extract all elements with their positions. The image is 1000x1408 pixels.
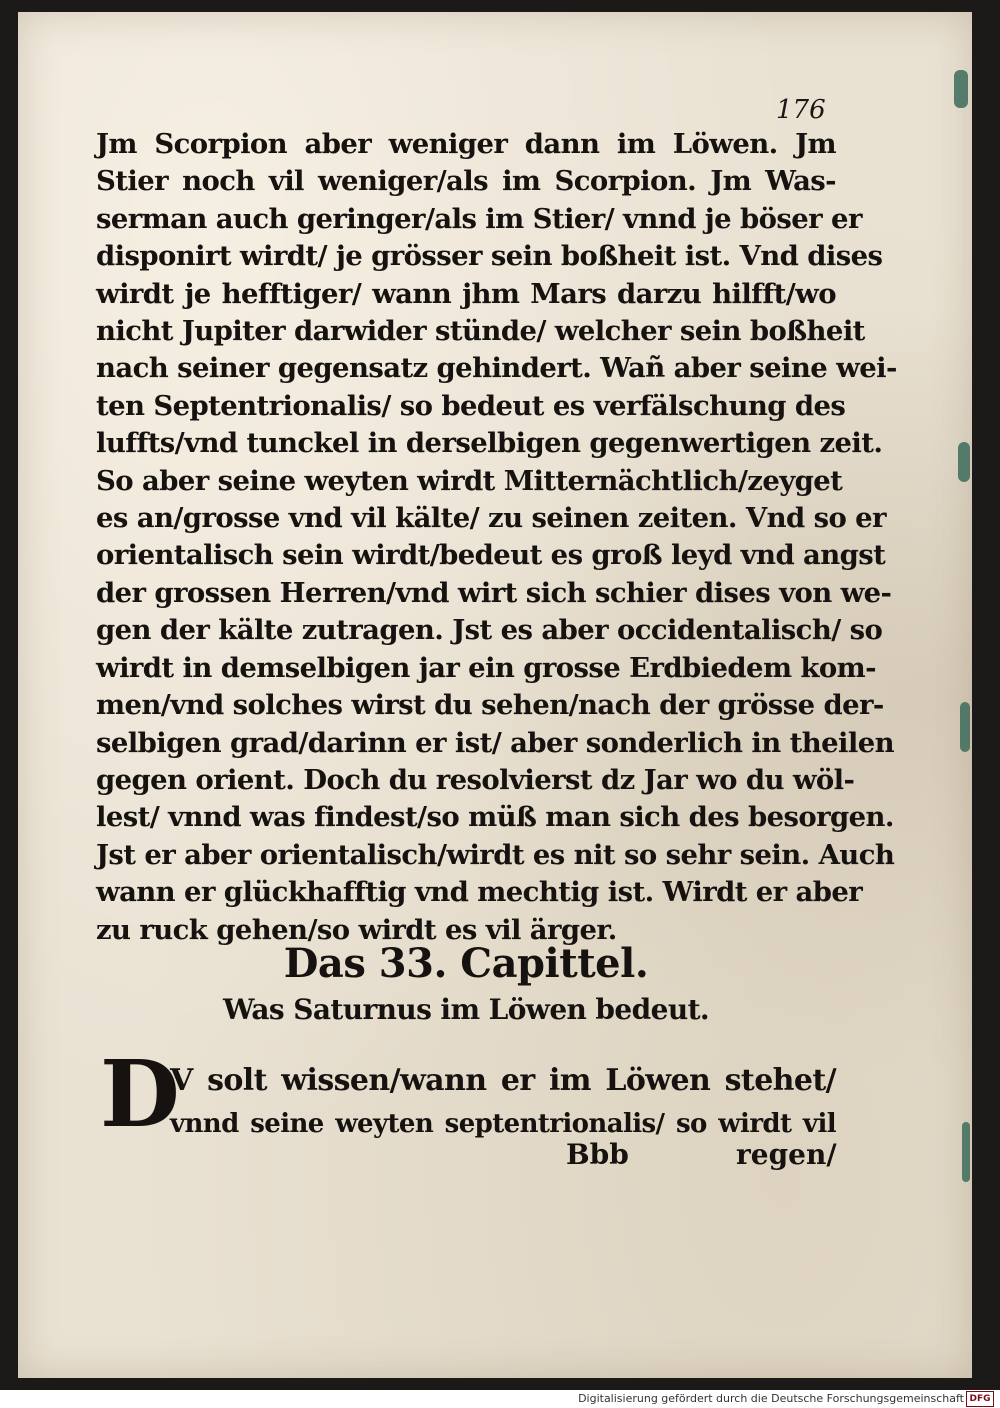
chapter-line: vnnd seine weyten septentrionalis/ so wirdt vil [170, 1109, 836, 1139]
body-text [96, 126, 897, 949]
body-line: men/vnd solches wirst du sehen/nach der grösse der- [96, 689, 884, 722]
body-line: wirdt in demselbigen jar ein grosse Erdbiedem kom- [96, 651, 876, 684]
page-edge-stain [954, 70, 968, 108]
body-line: Stier noch vil weniger/als im Scorpion. Jm Was- [96, 165, 836, 198]
page-edge-stain [960, 702, 970, 752]
chapter-subtitle: Was Saturnus im Löwen bedeut. [222, 993, 710, 1026]
body-line: serman auch geringer/als im Stier/ vnnd je böser er [96, 202, 862, 235]
page-edge-stain [958, 442, 970, 482]
body-line: zu ruck gehen/so wirdt es vil ärger. [96, 913, 617, 946]
body-line: disponirt wirdt/ je grösser sein boßheit ist. Vnd dises [96, 240, 883, 273]
body-line: wirdt je hefftiger/ wann jhm Mars darzu hilfft/wo [96, 277, 836, 310]
page-edge-stain [962, 1122, 970, 1182]
body-line: wann er glückhafftig vnd mechtig ist. Wirdt er aber [96, 876, 863, 909]
body-line: lest/ vnnd was findest/so müß man sich des besorgen. [96, 801, 894, 834]
chapter-body-text [170, 1058, 836, 1144]
footer-bar [0, 1390, 1000, 1408]
body-line: nach seiner gegensatz gehindert. Wañ aber seine wei- [96, 352, 897, 385]
body-line: So aber seine weyten wirdt Mitternächtlich/zeyget [96, 464, 843, 497]
chapter-line: V solt wissen/wann er im Löwen stehet/ [170, 1063, 836, 1098]
dfg-logo: DFG [966, 1391, 994, 1407]
body-line: der grossen Herren/vnd wirt sich schier dises von we- [96, 576, 892, 609]
body-line: Jm Scorpion aber weniger dann im Löwen. Jm [96, 128, 836, 160]
drop-cap: D [100, 1040, 180, 1148]
footer-credit: Digitalisierung gefördert durch die Deutsche Forschungsgemeinschaft [578, 1392, 964, 1405]
body-line: ten Septentrionalis/ so bedeut es verfälschung des [96, 389, 846, 422]
body-line: Jst er aber orientalisch/wirdt es nit so sehr sein. Auch [96, 838, 895, 871]
body-line: gegen orient. Doch du resolvierst dz Jar wo du wöl- [96, 763, 855, 796]
signature-mark: Bbb [566, 1138, 629, 1171]
body-line: orientalisch sein wirdt/bedeut es groß leyd vnd angst [96, 539, 886, 572]
body-line: nicht Jupiter darwider stünde/ welcher sein boßheit [96, 315, 865, 348]
body-line: es an/grosse vnd vil kälte/ zu seinen zeiten. Vnd so er [96, 502, 886, 535]
body-line: selbigen grad/darinn er ist/ aber sonderlich in theilen [96, 726, 894, 759]
body-line: luffts/vnd tunckel in derselbigen gegenwertigen zeit. [96, 427, 883, 460]
body-line: gen der kälte zutragen. Jst es aber occidentalisch/ so [96, 614, 883, 647]
chapter-heading: Das 33. Capittel. [283, 940, 649, 987]
catchword: regen/ [736, 1138, 837, 1171]
page-number: 176 [776, 95, 826, 125]
